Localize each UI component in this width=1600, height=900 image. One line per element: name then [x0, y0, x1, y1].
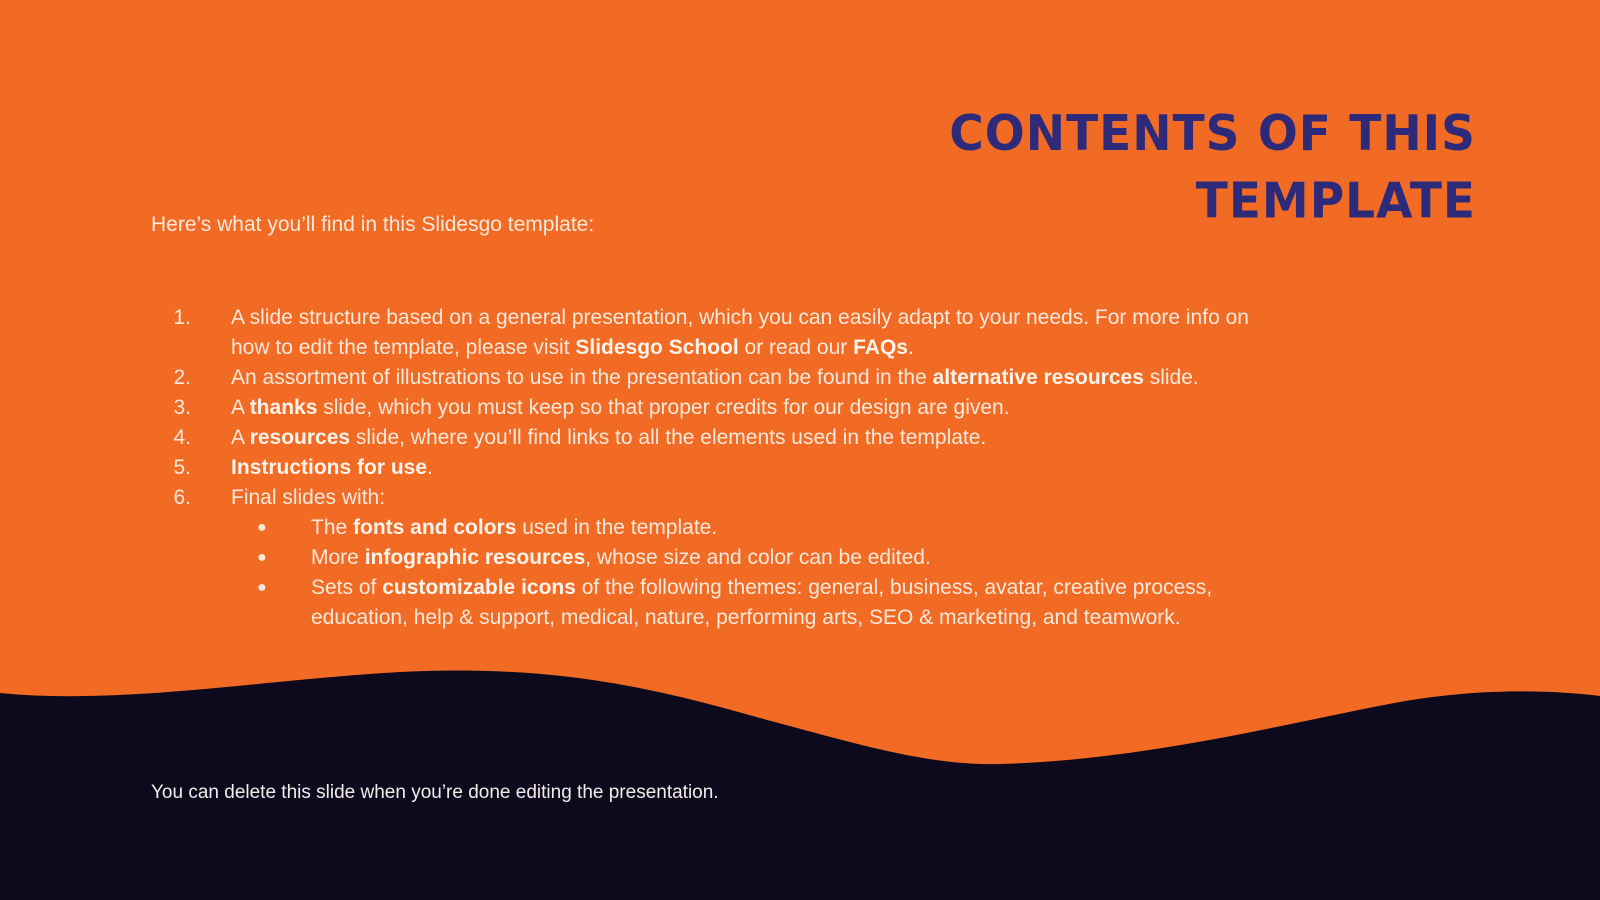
item-text: More [311, 546, 365, 569]
title-line-1: CONTENTS OF THIS [949, 105, 1476, 163]
list-number: 6. [173, 486, 191, 509]
alternative-resources-text: alternative resources [932, 366, 1144, 389]
list-item [151, 393, 1251, 423]
final-slides-sublist [231, 513, 1251, 633]
sublist-item [231, 513, 1251, 543]
list-number: 1. [173, 306, 191, 329]
bullet-icon: ● [257, 519, 267, 536]
bullet-icon: ● [257, 549, 267, 566]
item-text: The [311, 516, 354, 539]
sublist-item [231, 573, 1251, 633]
slidesgo-school-link[interactable]: Slidesgo School [575, 336, 739, 359]
list-number: 5. [173, 456, 191, 479]
list-item [151, 363, 1251, 393]
list-number: 3. [173, 396, 191, 419]
item-text: slide, where you’ll find links to all the elements used in the template. [350, 426, 987, 449]
list-item [151, 423, 1251, 453]
intro-text: Here’s what you’ll find in this Slidesgo template: [151, 213, 595, 236]
item-text: . [427, 456, 433, 479]
list-item [151, 483, 1251, 633]
customizable-icons-text: customizable icons [382, 576, 576, 599]
contents-list [151, 303, 1251, 633]
item-text: , whose size and color can be edited. [585, 546, 931, 569]
thanks-text: thanks [249, 396, 318, 419]
resources-text: resources [249, 426, 351, 449]
item-text: . [907, 336, 914, 359]
item-text: used in the template. [516, 516, 718, 539]
item-text: Final slides with: [231, 486, 386, 509]
item-text: or read our [738, 336, 854, 359]
sublist-item [231, 543, 1251, 573]
list-item [151, 453, 1251, 483]
item-text: A [231, 426, 250, 449]
infographic-resources-text: infographic resources [364, 546, 586, 569]
item-text: slide, which you must keep so that proper credits for our design are given. [317, 396, 1010, 419]
faqs-link[interactable]: FAQs [853, 336, 908, 359]
list-number: 4. [173, 426, 191, 449]
item-text: A [231, 396, 250, 419]
list-number: 2. [173, 366, 191, 389]
item-text: slide. [1143, 366, 1199, 389]
footer-note: You can delete this slide when you’re done editing the presentation. [151, 782, 719, 803]
item-text: of the following themes: general, business, avatar, creative process, education, help & support, medical, nature, performing arts, SEO & marketing, and teamwork. [311, 576, 1213, 629]
bullet-icon: ● [257, 579, 267, 596]
item-text: Sets of [311, 576, 383, 599]
item-text: A slide structure based on a general presentation, which you can easily adapt to your needs. For more info on how to edit the template, please visit [231, 306, 1249, 359]
title-line-2: TEMPLATE [1195, 172, 1476, 230]
item-text: An assortment of illustrations to use in the presentation can be found in the [231, 366, 933, 389]
instructions-link[interactable]: Instructions for use [231, 456, 428, 479]
list-item [151, 303, 1251, 363]
slide-title [876, 101, 1476, 235]
fonts-colors-text: fonts and colors [353, 516, 517, 539]
